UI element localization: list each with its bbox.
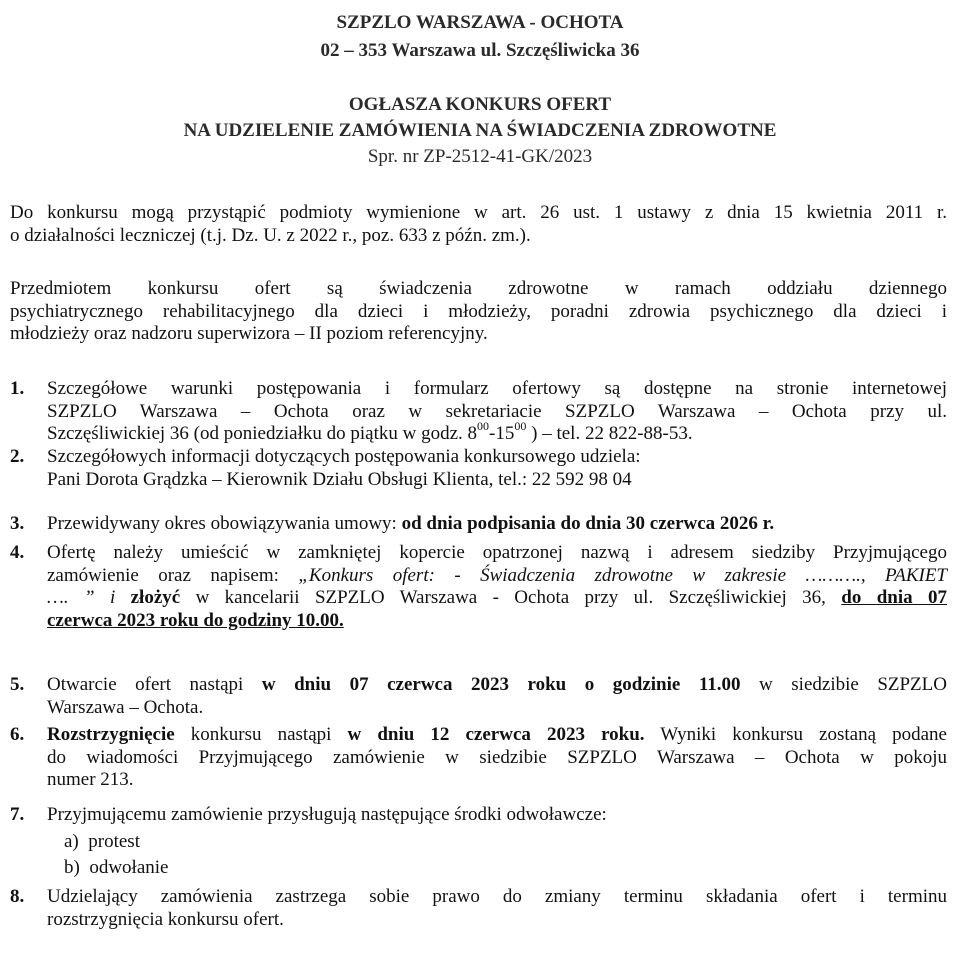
item-line — [47, 610, 947, 633]
org-name: SZPZLO WARSZAWA - OCHOTA — [336, 12, 624, 33]
item-text: Przewidywany okres obowiązywania umowy: — [47, 513, 402, 534]
submit-word: złożyć — [130, 587, 181, 608]
item-number: 6. — [10, 724, 25, 745]
announcement-title: OGŁASZA KONKURS OFERT — [348, 94, 612, 115]
resolution-word: Rozstrzygnięcie — [47, 724, 175, 745]
contract-period: od dnia podpisania do dnia 30 czerwca 2026 r. — [401, 513, 775, 534]
item-number: 8. — [10, 886, 25, 907]
sub-item-text: odwołanie — [89, 857, 169, 878]
deadline-text: czerwca 2023 roku do godziny 10.00. — [47, 609, 344, 631]
opening-date: w dniu 07 czerwca 2023 roku o godzinie 11.00 — [261, 674, 741, 695]
item-line — [47, 565, 947, 588]
sub-item-label: a) — [64, 831, 79, 852]
hours-text: Szczęśliwickiej 36 (od poniedziałku do piątku w godz. 8 — [47, 423, 478, 444]
intro-paragraph-2 — [10, 278, 947, 346]
phone-text: ) – tel. 22 822-88-53. — [526, 423, 693, 444]
item-number: 4. — [10, 542, 25, 563]
list-item-1 — [47, 378, 947, 446]
item-text: zamówienie oraz napisem: — [47, 564, 299, 586]
sub-item-text: protest — [88, 831, 140, 852]
item-line: Warszawa – Ochota. — [47, 696, 204, 718]
item-text: Wyniki konkursu zostaną podane — [644, 724, 947, 745]
intro-line: Przedmiotem konkursu ofert są świadczenia zdrowotne w ramach oddziału dziennego — [10, 278, 947, 299]
intro-line: Do konkursu mogą przystąpić podmioty wymienione w art. 26 ust. 1 ustawy z dnia 15 kwietnia 2011 r. — [10, 202, 947, 223]
deadline-text: do dnia 07 — [841, 587, 947, 608]
item-line — [47, 418, 947, 446]
item-line: Przyjmującemu zamówienie przysługują następujące środki odwoławcze: — [47, 804, 607, 825]
intro-line: młodzieży oraz nadzoru superwizora – II poziom referencyjny. — [10, 323, 488, 344]
item-number: 5. — [10, 674, 25, 695]
superscript: 00 — [514, 418, 527, 433]
item-text: w siedzibie SZPZLO — [740, 674, 947, 695]
item-text: konkursu nastąpi — [174, 724, 348, 745]
item-line — [47, 724, 947, 747]
item-line: do wiadomości Przyjmującego zamówienie w siedzibie SZPZLO Warszawa – Ochota w pokoju — [47, 746, 947, 768]
org-address: 02 – 353 Warszawa ul. Szczęśliwicka 36 — [320, 40, 640, 61]
item-line — [47, 587, 947, 610]
list-item-8 — [47, 886, 947, 931]
list-item-6 — [47, 724, 947, 792]
item-line — [47, 674, 947, 697]
list-item-3 — [47, 513, 947, 536]
sub-item-a — [64, 831, 140, 854]
intro-line: psychiatrycznego rehabilitacyjnego dla dzieci i młodzieży, poradni zdrowia psychicznego dla dzieci i — [10, 300, 947, 322]
list-item-4 — [47, 542, 947, 632]
list-item-7 — [47, 804, 947, 827]
item-line: Udzielający zamówienia zastrzega sobie prawo do zmiany terminu składania ofert i terminu — [47, 886, 947, 907]
item-line: SZPZLO Warszawa – Ochota oraz w sekretariacie SZPZLO Warszawa – Ochota przy ul. — [47, 400, 947, 422]
item-line: Szczegółowych informacji dotyczących postępowania konkursowego udziela: — [47, 446, 641, 467]
list-item-2 — [47, 446, 947, 491]
item-text: Otwarcie ofert nastąpi — [47, 674, 262, 695]
intro-paragraph-1 — [10, 202, 947, 247]
item-number: 1. — [10, 378, 25, 399]
resolution-date: w dniu 12 czerwca 2023 roku. — [347, 724, 645, 745]
item-number: 2. — [10, 446, 25, 467]
item-line: Pani Dorota Grądzka – Kierownik Działu Obsługi Klienta, tel.: 22 592 98 04 — [47, 468, 632, 490]
item-number: 3. — [10, 513, 25, 534]
intro-line: o działalności leczniczej (t.j. Dz. U. z 2022 r., poz. 633 z późn. zm.). — [10, 224, 531, 246]
announcement-subject: NA UDZIELENIE ZAMÓWIENIA NA ŚWIADCZENIA ZDROWOTNE — [183, 120, 777, 141]
item-number: 7. — [10, 804, 25, 825]
sub-item-label: b) — [64, 857, 80, 878]
envelope-label: …. ” i — [47, 587, 131, 608]
item-line: Ofertę należy umieścić w zamkniętej kopercie opatrzonej nazwą i adresem siedziby Przyjmującego — [47, 542, 947, 563]
case-number: Spr. nr ZP-2512-41-GK/2023 — [367, 146, 593, 167]
item-line: numer 213. — [47, 769, 134, 790]
hours-text: -15 — [489, 423, 515, 444]
item-line: Szczegółowe warunki postępowania i formularz ofertowy są dostępne na stronie internetowej — [47, 378, 947, 399]
item-text: w kancelarii SZPZLO Warszawa - Ochota przy ul. Szczęśliwickiej 36, — [180, 587, 842, 608]
superscript: 00 — [477, 418, 490, 433]
envelope-label: „Konkurs ofert: - Świadczenia zdrowotne w zakresie ………., PAKIET — [298, 564, 947, 586]
sub-item-b — [64, 857, 168, 880]
item-line: rozstrzygnięcia konkursu ofert. — [47, 908, 284, 930]
list-item-5 — [47, 674, 947, 719]
